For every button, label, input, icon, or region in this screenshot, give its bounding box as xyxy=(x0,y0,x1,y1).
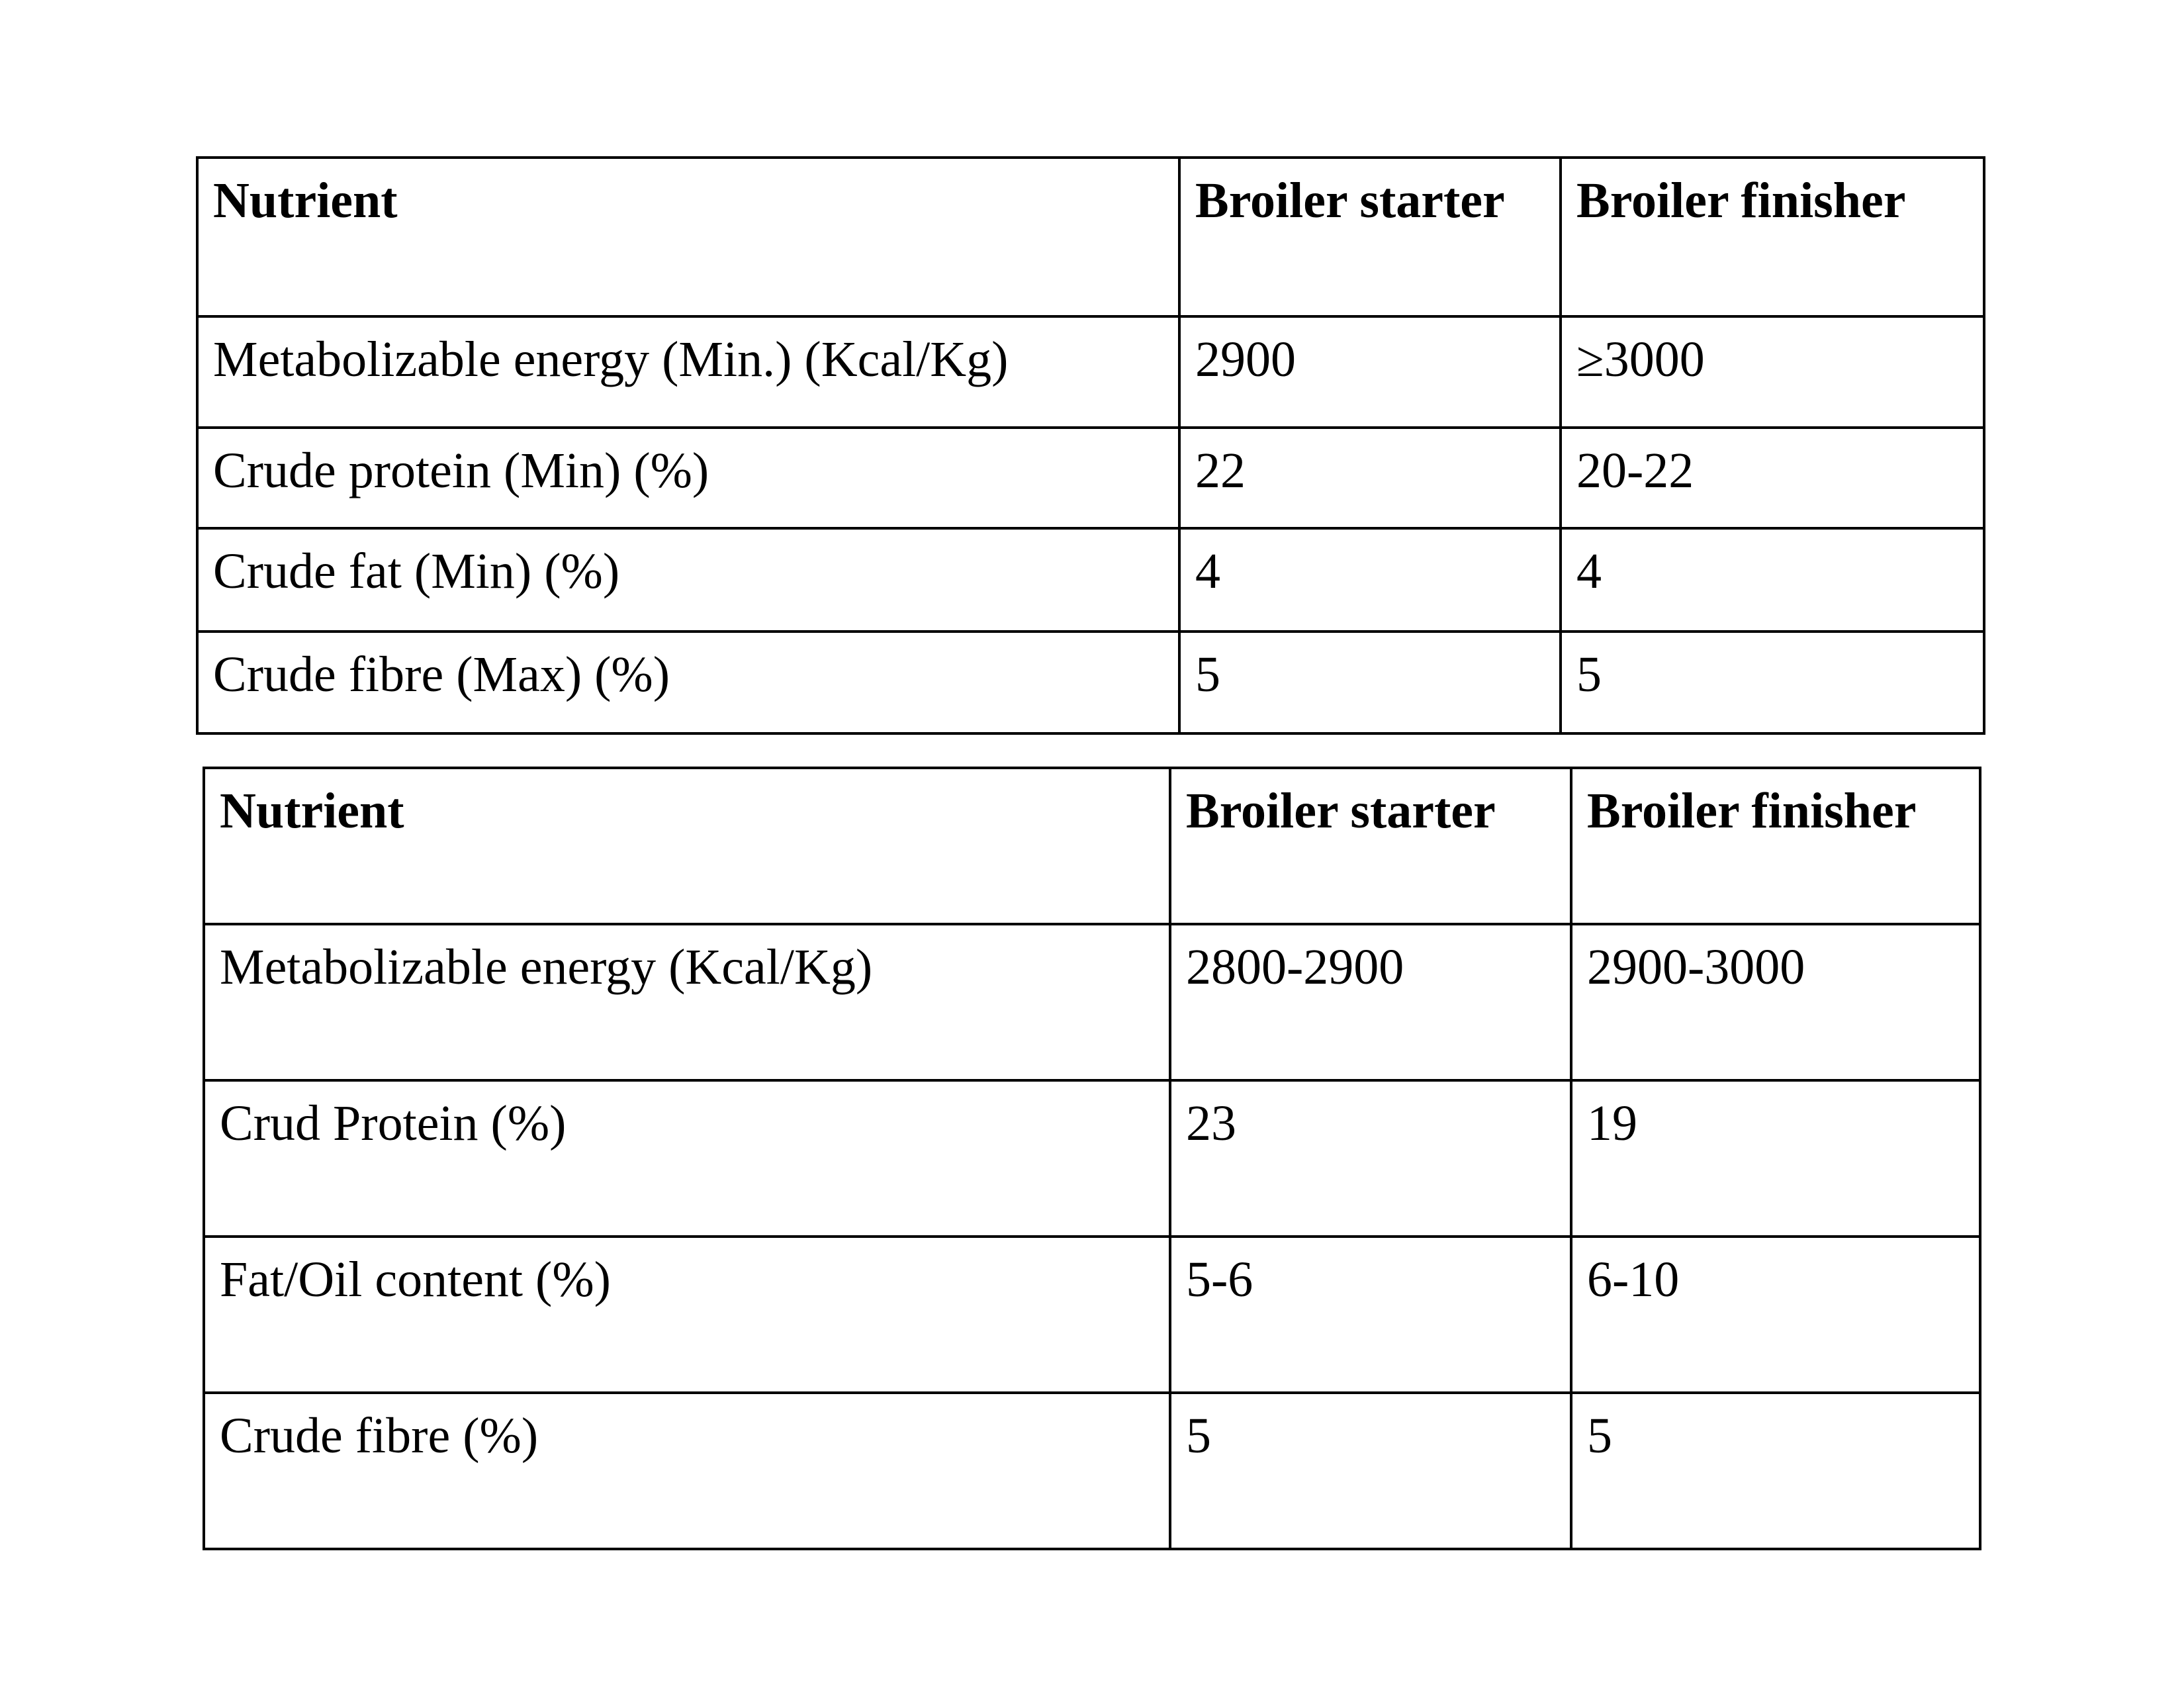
table-row xyxy=(204,924,1980,1080)
starter-value-cell: 5-6 xyxy=(1170,1237,1571,1393)
nutrient-cell: Crude protein (Min) (%) xyxy=(197,428,1179,528)
finisher-value-cell: 6-10 xyxy=(1571,1237,1980,1393)
finisher-value-cell: 4 xyxy=(1561,528,1984,632)
table-row xyxy=(197,316,1984,428)
table-row xyxy=(197,632,1984,733)
column-header-nutrient: Nutrient xyxy=(204,768,1170,924)
finisher-value-cell: 2900-3000 xyxy=(1571,924,1980,1080)
starter-value-cell: 22 xyxy=(1179,428,1561,528)
nutrient-table-1 xyxy=(196,156,1985,735)
starter-value-cell: 5 xyxy=(1179,632,1561,733)
nutrient-cell: Crude fibre (Max) (%) xyxy=(197,632,1179,733)
finisher-value-cell: ≥3000 xyxy=(1561,316,1984,428)
table-header-row xyxy=(204,768,1980,924)
finisher-value-cell: 19 xyxy=(1571,1080,1980,1237)
table-header-row xyxy=(197,158,1984,316)
starter-value-cell: 2900 xyxy=(1179,316,1561,428)
table-row xyxy=(204,1080,1980,1237)
table-row xyxy=(204,1393,1980,1549)
nutrient-cell: Metabolizable energy (Kcal/Kg) xyxy=(204,924,1170,1080)
column-header-broiler-finisher: Broiler finisher xyxy=(1561,158,1984,316)
nutrient-cell: Crude fibre (%) xyxy=(204,1393,1170,1549)
nutrient-cell: Metabolizable energy (Min.) (Kcal/Kg) xyxy=(197,316,1179,428)
column-header-nutrient: Nutrient xyxy=(197,158,1179,316)
finisher-value-cell: 20-22 xyxy=(1561,428,1984,528)
starter-value-cell: 4 xyxy=(1179,528,1561,632)
nutrient-cell: Crud Protein (%) xyxy=(204,1080,1170,1237)
table-row xyxy=(197,428,1984,528)
column-header-broiler-starter: Broiler starter xyxy=(1170,768,1571,924)
nutrient-cell: Fat/Oil content (%) xyxy=(204,1237,1170,1393)
starter-value-cell: 5 xyxy=(1170,1393,1571,1549)
finisher-value-cell: 5 xyxy=(1561,632,1984,733)
table-row xyxy=(204,1237,1980,1393)
starter-value-cell: 23 xyxy=(1170,1080,1571,1237)
column-header-broiler-starter: Broiler starter xyxy=(1179,158,1561,316)
table-row xyxy=(197,528,1984,632)
starter-value-cell: 2800-2900 xyxy=(1170,924,1571,1080)
finisher-value-cell: 5 xyxy=(1571,1393,1980,1549)
nutrient-table-2 xyxy=(203,767,1981,1550)
nutrient-cell: Crude fat (Min) (%) xyxy=(197,528,1179,632)
column-header-broiler-finisher: Broiler finisher xyxy=(1571,768,1980,924)
